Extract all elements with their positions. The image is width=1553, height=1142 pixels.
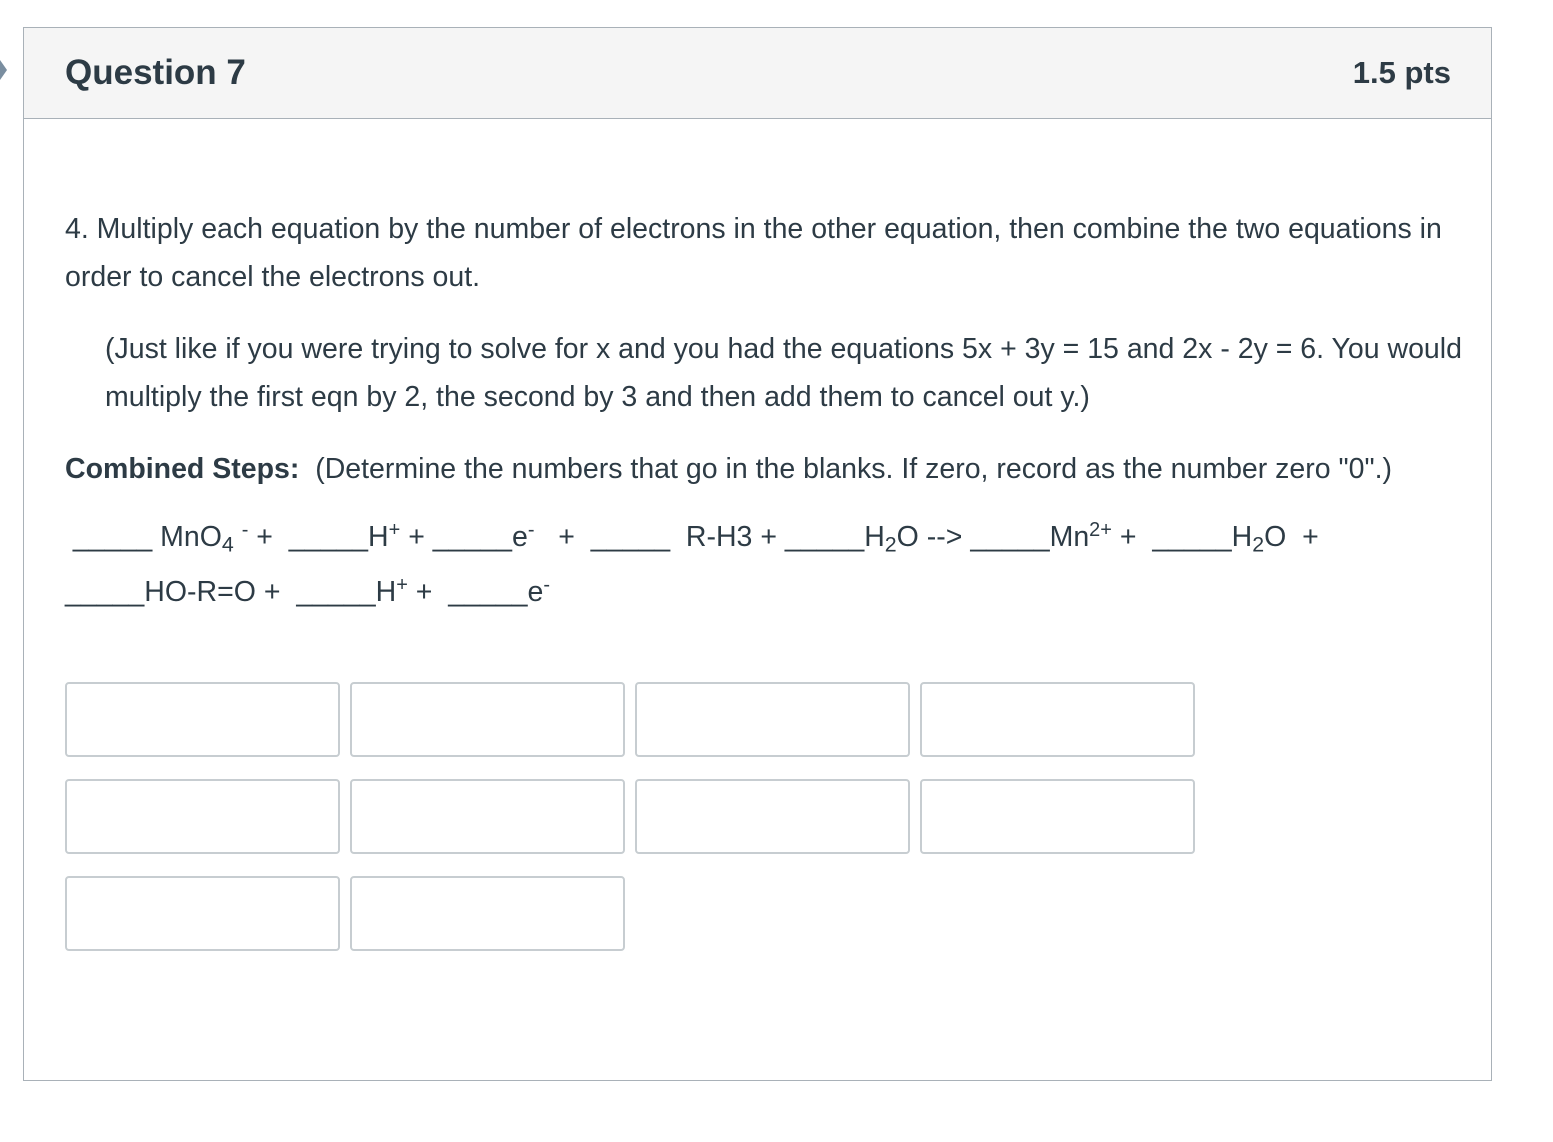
answer-blank-2[interactable] xyxy=(350,682,625,757)
question-body xyxy=(65,205,1465,616)
question-nav-marker xyxy=(0,60,7,80)
answer-row-3 xyxy=(65,876,1205,951)
equation-line-1: _____ MnO$_4$ - + _____H+ + _____e- + _____ $R-H3 + \_\_\_\_\_H_2O$ --> $\_\_\_\_\_Mn^{2+}$ + $\_\_\_\_\_H_2O$ + xyxy=(72,519,1319,557)
answer-blank-9[interactable] xyxy=(65,876,340,951)
chemical-equation xyxy=(65,513,1465,616)
answer-blank-4[interactable] xyxy=(920,682,1195,757)
answer-inputs xyxy=(65,682,1205,973)
answer-blank-1[interactable] xyxy=(65,682,340,757)
answer-blank-10[interactable] xyxy=(350,876,625,951)
question-header xyxy=(24,28,1491,119)
combined-steps-paragraph xyxy=(65,445,1465,493)
example-paragraph: (Just like if you were trying to solve for x and you had the equations 5x + 3y = 15 and 2x - 2y = 6. You would multiply the first eqn by 2, the second by 3 and then add them to cancel out y.) xyxy=(105,333,1462,413)
combined-steps-label: Combined Steps: xyxy=(65,453,300,485)
question-card xyxy=(23,27,1492,1081)
answer-blank-6[interactable] xyxy=(350,779,625,854)
answer-blank-7[interactable] xyxy=(635,779,910,854)
combined-steps-text: (Determine the numbers that go in the blanks. If zero, record as the number zero "0".) xyxy=(315,453,1393,485)
question-points: 1.5 pts xyxy=(1352,55,1451,90)
question-title: Question 7 xyxy=(65,53,246,92)
instruction-paragraph: 4. Multiply each equation by the number of electrons in the other equation, then combine the two equations in order to cancel the electrons out. xyxy=(65,213,1442,293)
answer-blank-8[interactable] xyxy=(920,779,1195,854)
answer-row-1 xyxy=(65,682,1205,757)
answer-blank-5[interactable] xyxy=(65,779,340,854)
answer-row-2 xyxy=(65,779,1205,854)
answer-blank-3[interactable] xyxy=(635,682,910,757)
equation-line-2: _____HO-R=O + _____H+ + _____e- xyxy=(65,574,551,609)
